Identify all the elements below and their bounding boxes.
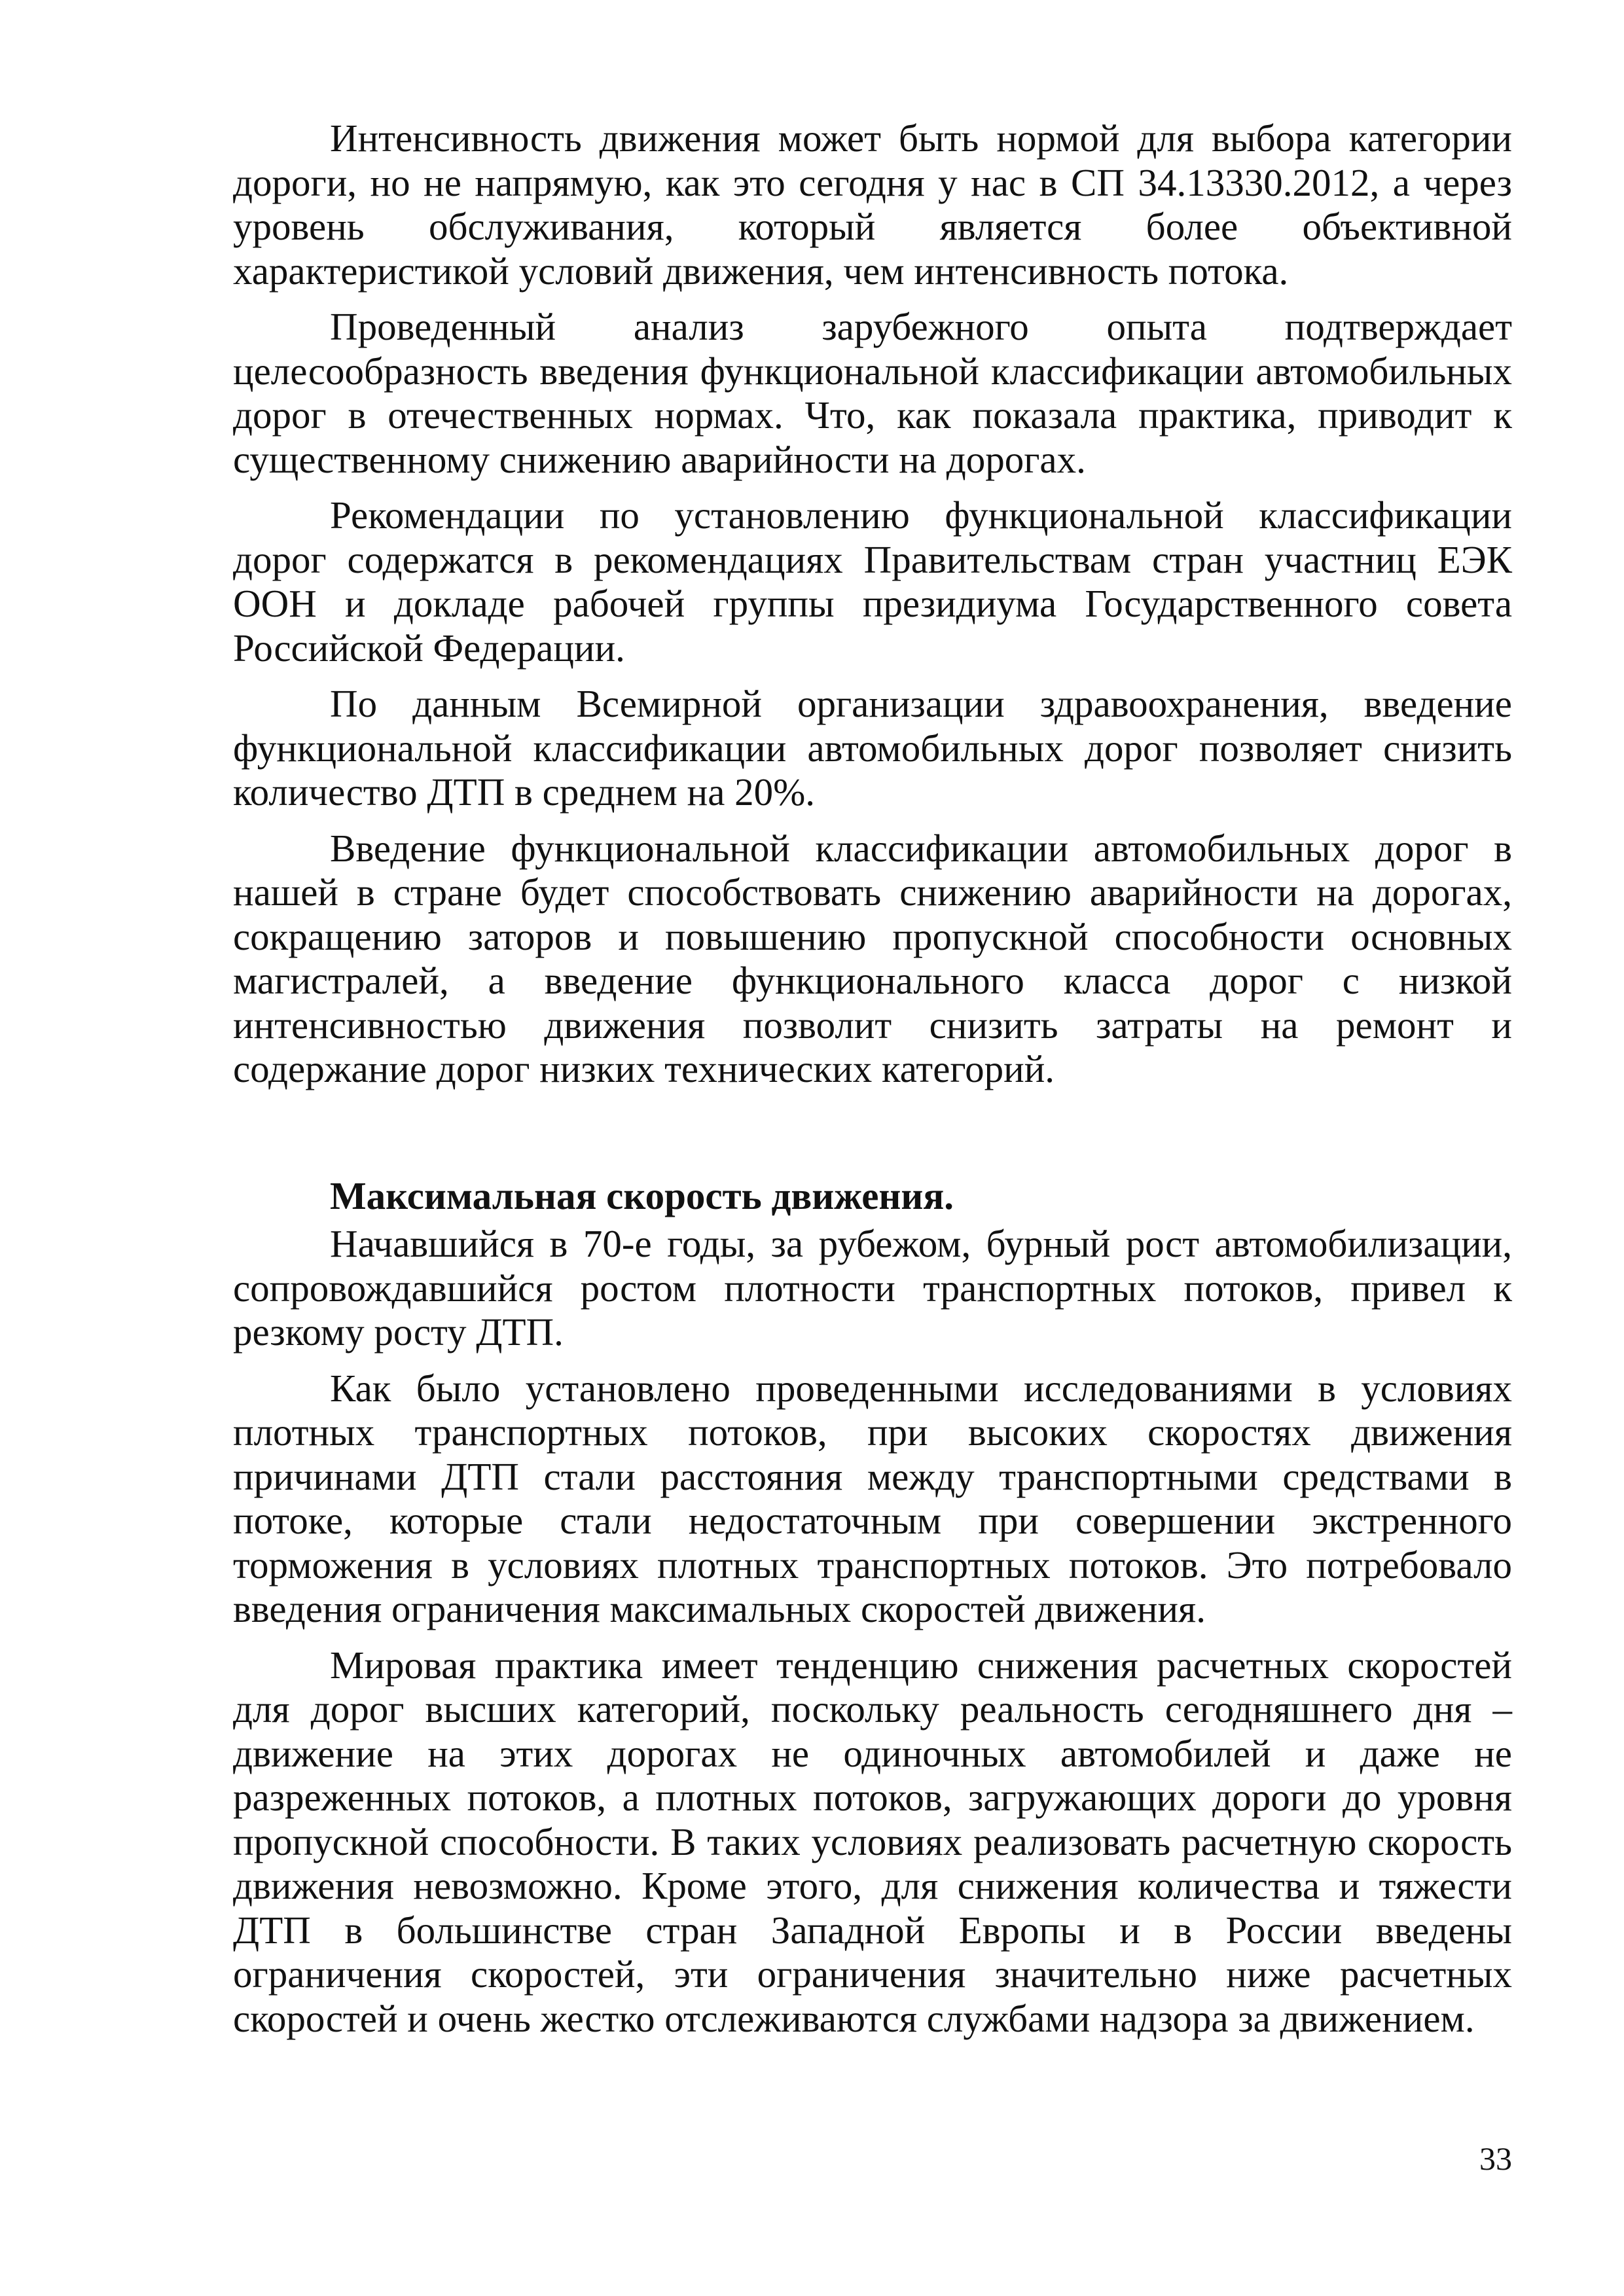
- section-spacer: [233, 1103, 1512, 1174]
- paragraph: Рекомендации по установлению функциональной классификации дорог содержатся в рекомендациях Правительствам стран участниц ЕЭК ООН и докладе рабочей группы президиума Государственного совета Российской Федерации.: [233, 493, 1512, 670]
- paragraph: Интенсивность движения может быть нормой для выбора категории дороги, но не напрямую, как это сегодня у нас в СП 34.13330.2012, а через уровень обслуживания, который является более объективной характеристикой условий движения, чем интенсивность потока.: [233, 117, 1512, 293]
- page-number: 33: [1479, 2140, 1512, 2177]
- paragraph: Начавшийся в 70-е годы, за рубежом, бурный рост автомобилизации, сопровождавшийся ростом плотности транспортных потоков, привел к резкому росту ДТП.: [233, 1222, 1512, 1354]
- paragraph: Как было установлено проведенными исследованиями в условиях плотных транспортных потоков, при высоких скоростях движения причинами ДТП стали расстояния между транспортными средствами в потоке, которые стали недостаточным при совершении экстренного торможения в условиях плотных транспортных потоков. Это потребовало введения ограничения максимальных скоростей движения.: [233, 1366, 1512, 1630]
- paragraph: По данным Всемирной организации здравоохранения, введение функциональной классификации автомобильных дорог позволяет снизить количество ДТП в среднем на 20%.: [233, 682, 1512, 814]
- body-text: [233, 117, 1512, 2053]
- section-heading: Максимальная скорость движения.: [330, 1174, 954, 1217]
- paragraph: Введение функциональной классификации автомобильных дорог в нашей в стране будет способствовать снижению аварийности на дорогах, сокращению заторов и повышению пропускной способности основных магистралей, а введение функционального класса дорог с низкой интенсивностью движения позволит снизить затраты на ремонт и содержание дорог низких технических категорий.: [233, 826, 1512, 1090]
- paragraph: Мировая практика имеет тенденцию снижения расчетных скоростей для дорог высших категорий, поскольку реальность сегодняшнего дня – движение на этих дорогах не одиночных автомобилей и даже не разреженных потоков, а плотных потоков, загружающих дороги до уровня пропускной способности. В таких условиях реализовать расчетную скорость движения невозможно. Кроме этого, для снижения количества и тяжести ДТП в большинстве стран Западной Европы и в России введены ограничения скоростей, эти ограничения значительно ниже расчетных скоростей и очень жестко отслеживаются службами надзора за движением.: [233, 1643, 1512, 2040]
- paragraph: Проведенный анализ зарубежного опыта подтверждает целесообразность введения функциональной классификации автомобильных дорог в отечественных нормах. Что, как показала практика, приводит к существенному снижению аварийности на дорогах.: [233, 305, 1512, 481]
